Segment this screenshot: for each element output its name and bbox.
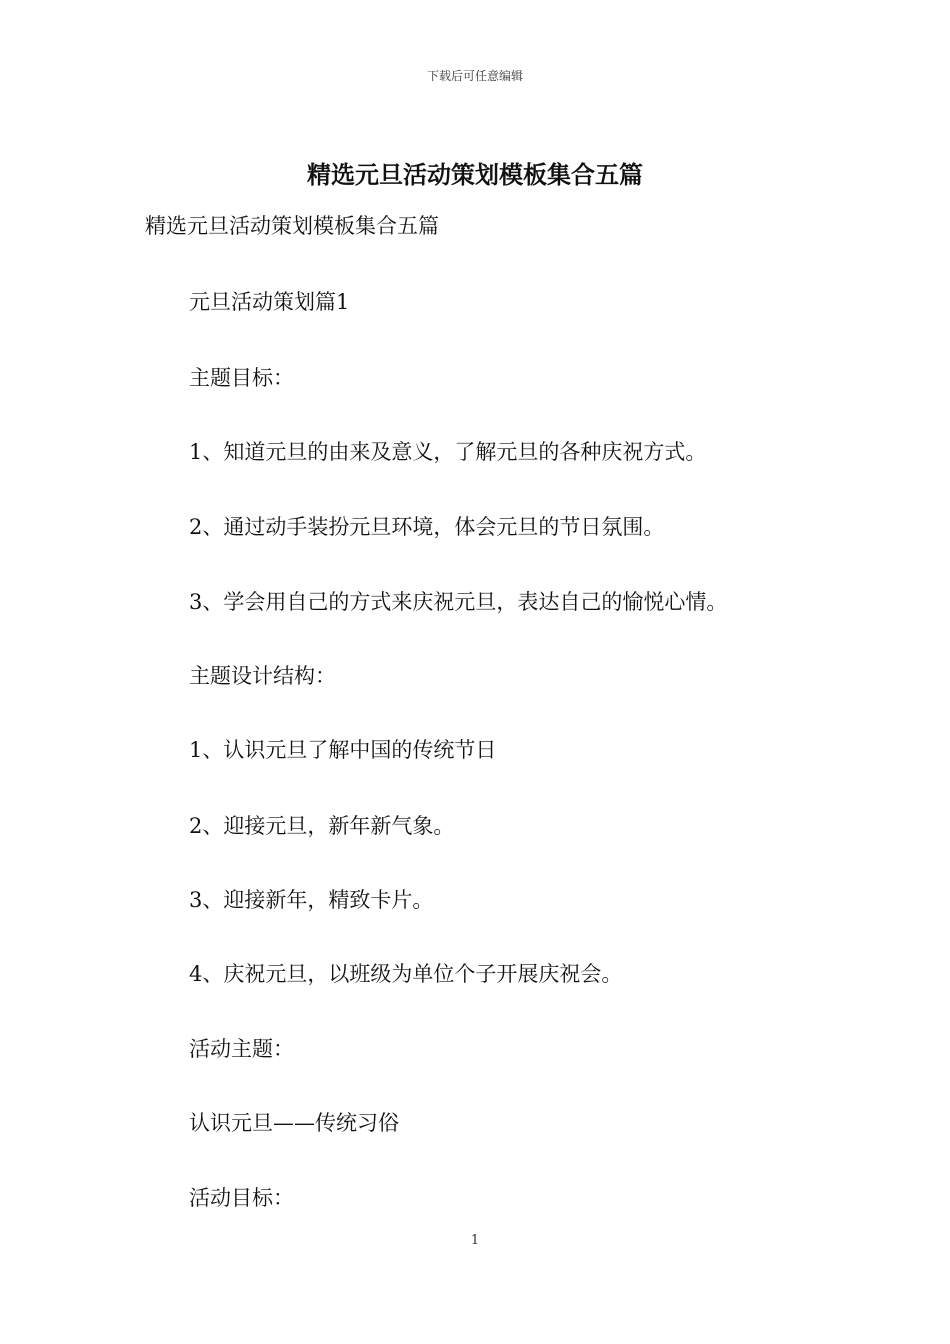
document-title: 精选元旦活动策划模板集合五篇 bbox=[307, 160, 643, 189]
paragraph: 1、知道元旦的由来及意义，了解元旦的各种庆祝方式。 bbox=[189, 440, 707, 464]
paragraph: 2、迎接元旦，新年新气象。 bbox=[189, 814, 455, 838]
paragraph: 活动目标： bbox=[189, 1186, 294, 1210]
paragraph: 4、庆祝元旦，以班级为单位个子开展庆祝会。 bbox=[189, 962, 623, 986]
paragraph: 2、通过动手装扮元旦环境，体会元旦的节日氛围。 bbox=[189, 515, 665, 539]
paragraph: 3、学会用自己的方式来庆祝元旦，表达自己的愉悦心情。 bbox=[189, 590, 728, 614]
section-heading: 元旦活动策划篇1 bbox=[189, 290, 350, 314]
paragraph: 活动主题： bbox=[189, 1037, 294, 1061]
page-number: 1 bbox=[470, 1233, 480, 1248]
paragraph: 3、迎接新年，精致卡片。 bbox=[189, 888, 434, 912]
paragraph: 主题目标： bbox=[189, 366, 294, 390]
paragraph: 认识元旦——传统习俗 bbox=[189, 1111, 399, 1135]
paragraph: 主题设计结构： bbox=[189, 664, 336, 688]
header-note: 下载后可任意编辑 bbox=[426, 69, 523, 83]
paragraph: 1、认识元旦了解中国的传统节日 bbox=[189, 738, 497, 762]
intro-line: 精选元旦活动策划模板集合五篇 bbox=[145, 214, 439, 238]
